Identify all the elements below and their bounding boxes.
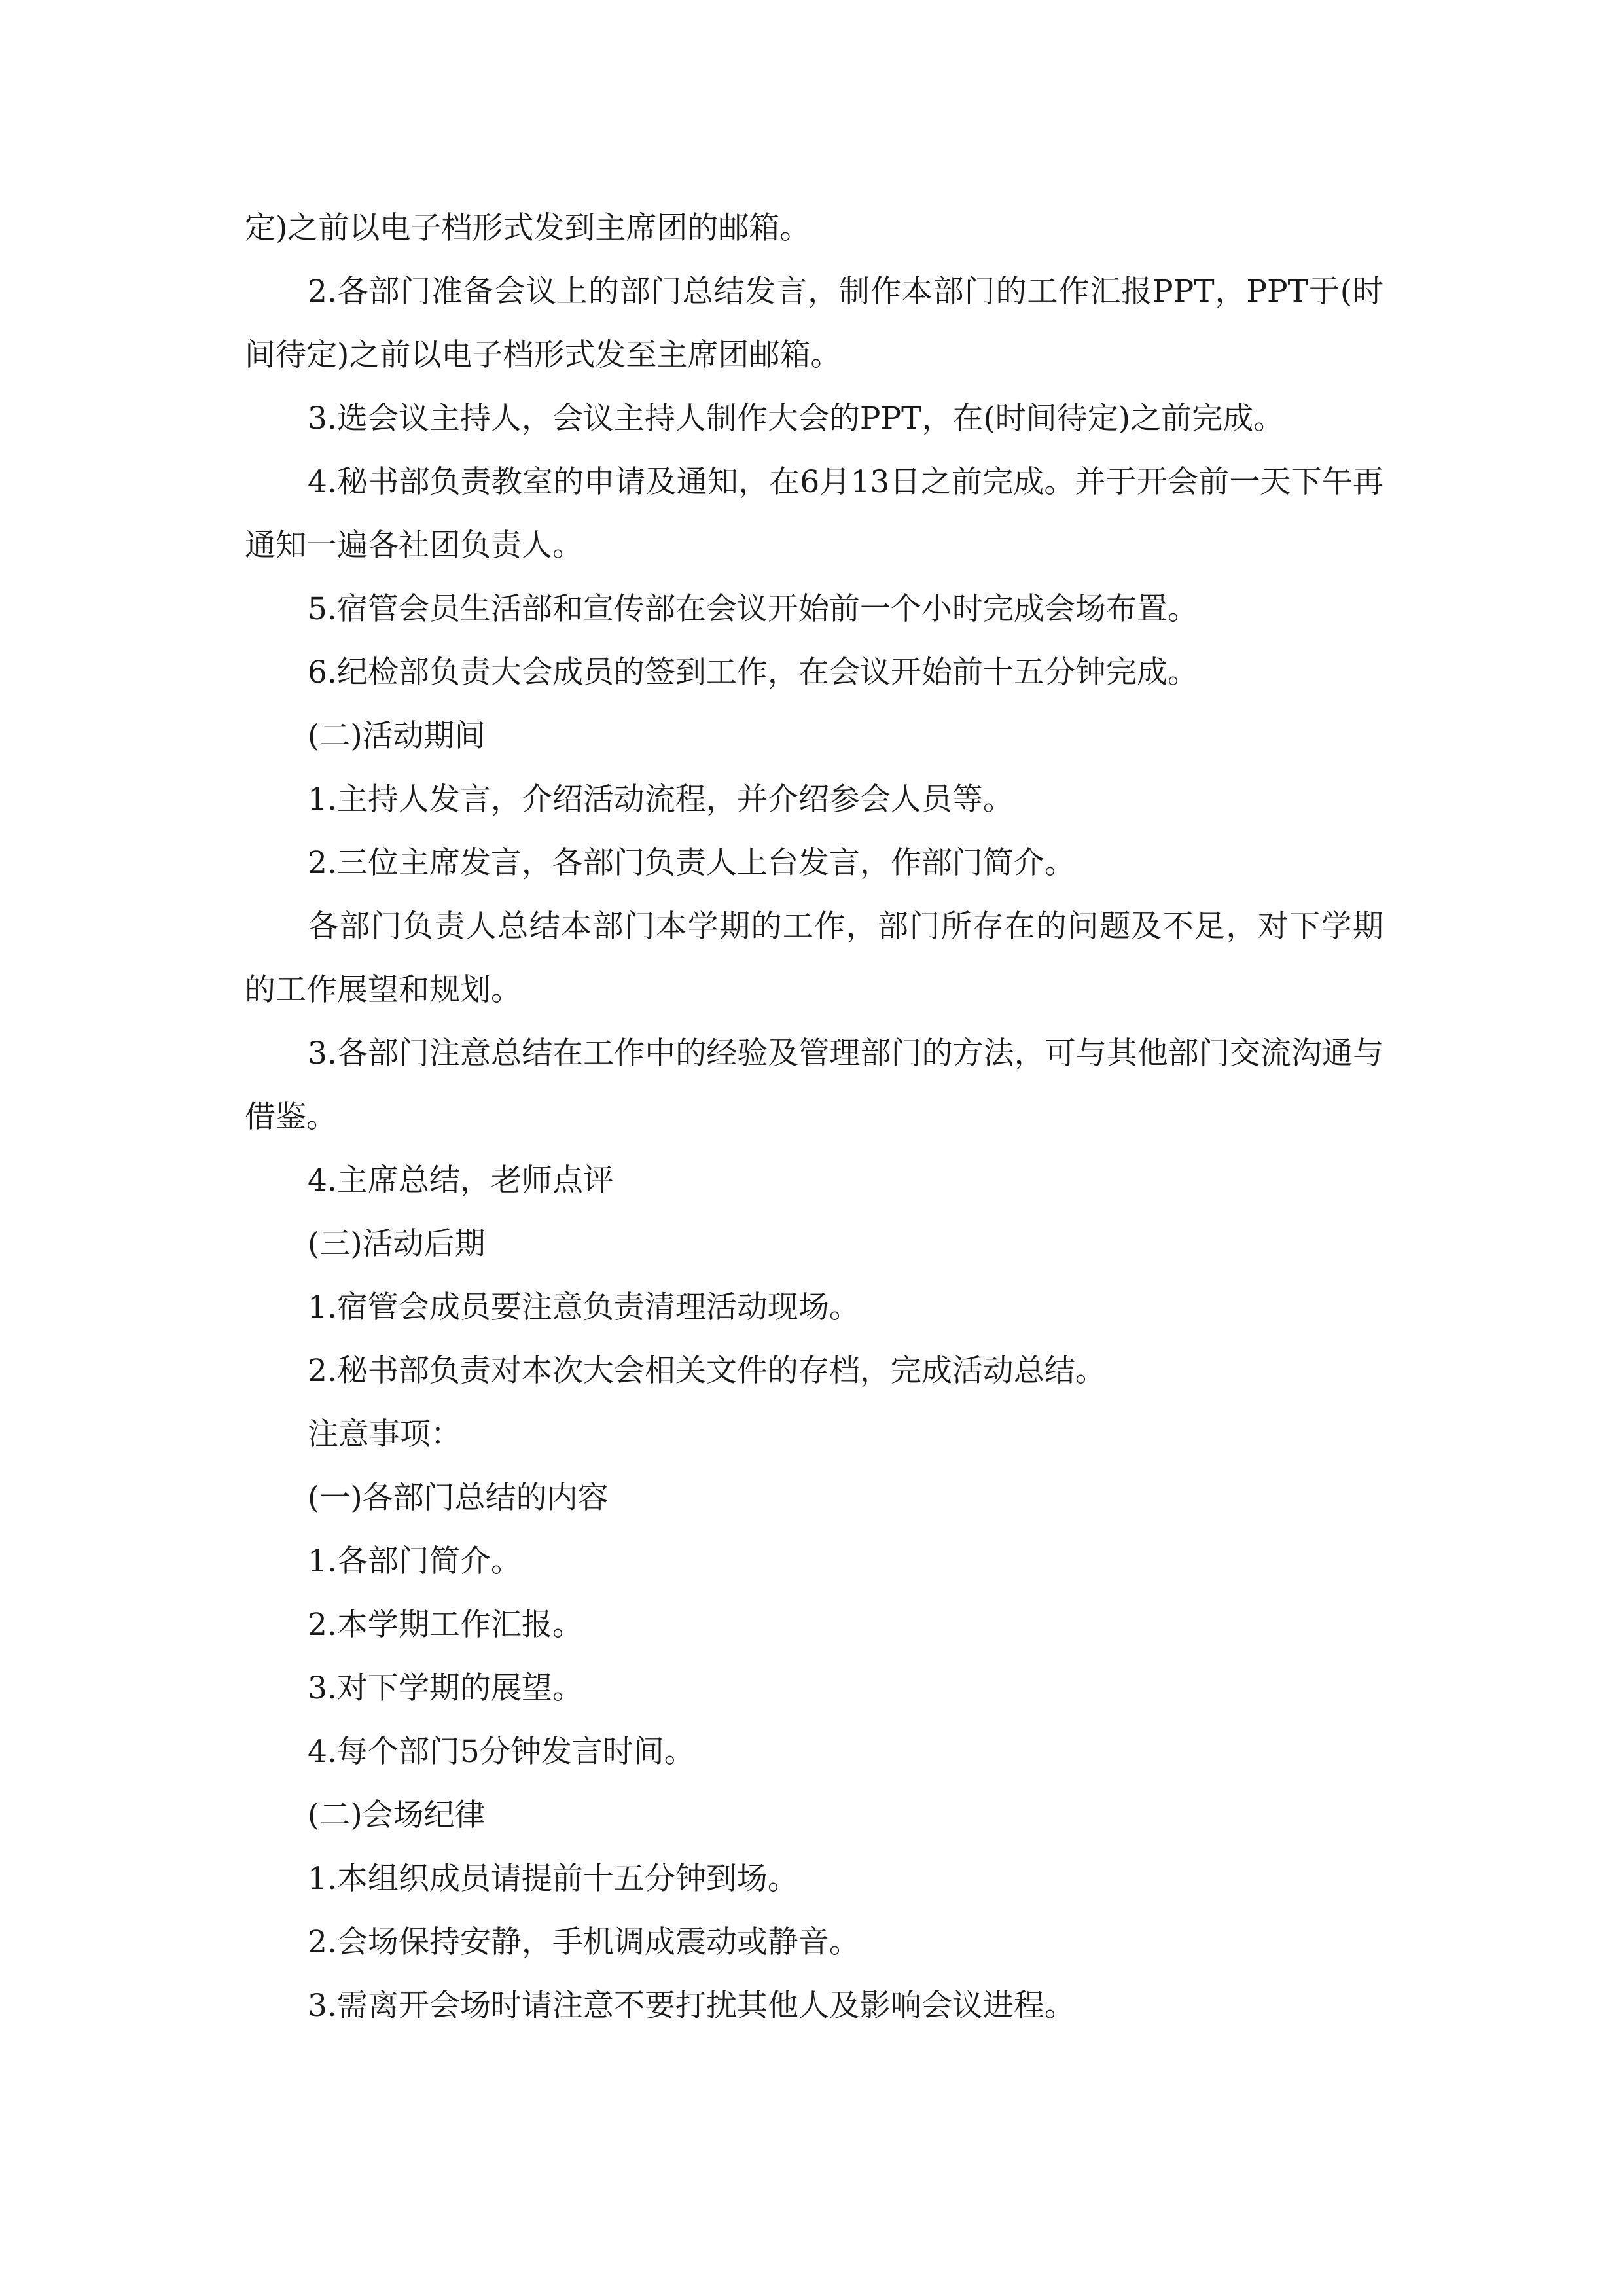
section-heading: (三)活动后期 — [308, 1226, 486, 1262]
paragraph: 4.每个部门5分钟发言时间。 — [308, 1734, 695, 1770]
paragraph: 3.需离开会场时请注意不要打扰其他人及影响会议进程。 — [308, 1988, 1075, 2024]
paragraph: 1.本组织成员请提前十五分钟到场。 — [308, 1861, 798, 1897]
section-heading: (二)会场纪律 — [308, 1797, 486, 1833]
paragraph: 2.会场保持安静，手机调成震动或静音。 — [308, 1924, 860, 1960]
paragraph: 4.秘书部负责教室的申请及通知，在6月13日之前完成。并于开会前一天下午再通知一遍各社团负责人。 — [245, 464, 1383, 564]
paragraph: 6.纪检部负责大会成员的签到工作，在会议开始前十五分钟完成。 — [308, 655, 1198, 691]
paragraph: 定)之前以电子档形式发到主席团的邮箱。 — [245, 210, 811, 246]
paragraph: 2.秘书部负责对本次大会相关文件的存档，完成活动总结。 — [308, 1353, 1106, 1389]
paragraph: 3.对下学期的展望。 — [308, 1670, 583, 1706]
paragraph: 2.各部门准备会议上的部门总结发言，制作本部门的工作汇报PPT，PPT于(时间待定)之前以电子档形式发至主席团邮箱。 — [245, 274, 1383, 373]
section-heading: (二)活动期间 — [308, 718, 486, 754]
paragraph: 1.主持人发言，介绍活动流程，并介绍参会人员等。 — [308, 781, 1014, 817]
paragraph: 4.主席总结，老师点评 — [308, 1162, 614, 1198]
paragraph: 1.各部门简介。 — [308, 1543, 522, 1579]
section-heading: (一)各部门总结的内容 — [308, 1480, 609, 1516]
paragraph: 3.各部门注意总结在工作中的经验及管理部门的方法，可与其他部门交流沟通与借鉴。 — [245, 1035, 1383, 1135]
paragraph: 2.本学期工作汇报。 — [308, 1607, 583, 1643]
paragraph: 1.宿管会成员要注意负责清理活动现场。 — [308, 1289, 860, 1325]
section-heading: 注意事项： — [308, 1416, 461, 1452]
paragraph: 3.选会议主持人，会议主持人制作大会的PPT，在(时间待定)之前完成。 — [308, 401, 1285, 437]
paragraph: 2.三位主席发言，各部门负责人上台发言，作部门简介。 — [308, 845, 1075, 881]
document-body — [245, 196, 1383, 2037]
paragraph: 各部门负责人总结本部门本学期的工作，部门所存在的问题及不足，对下学期的工作展望和规划。 — [245, 908, 1383, 1008]
paragraph: 5.宿管会员生活部和宣传部在会议开始前一个小时完成会场布置。 — [308, 591, 1198, 627]
